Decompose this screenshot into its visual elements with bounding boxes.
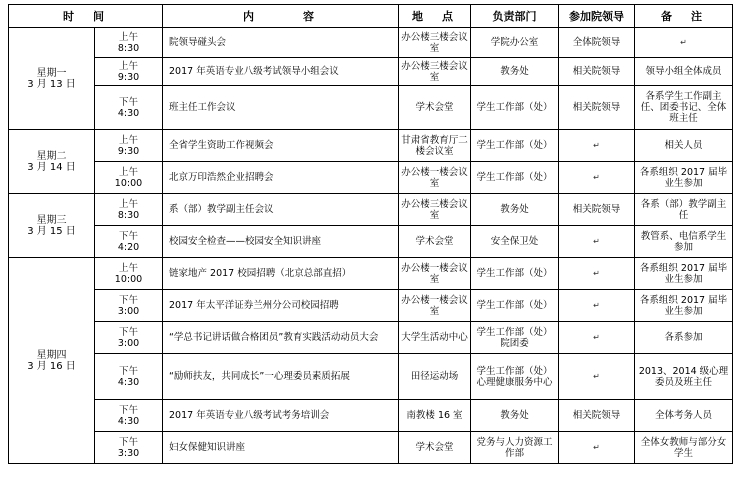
time-period: 下午 [118, 365, 138, 377]
header-time: 时 间 [9, 5, 163, 28]
time-period: 上午 [118, 60, 138, 72]
time-cell [95, 130, 163, 162]
note-cell: 教管系、电信系学生参加 [635, 226, 733, 258]
time-cell [95, 86, 163, 130]
location-cell: 学术会堂 [399, 432, 471, 464]
note-cell: 全体考务人员 [635, 400, 733, 432]
day-name: 星期四 [36, 349, 67, 361]
time-cell [95, 354, 163, 400]
header-location: 地 点 [399, 5, 471, 28]
time-value: 10:00 [114, 273, 143, 285]
dept-cell: 学生工作部（处） [471, 290, 559, 322]
table-row [9, 290, 733, 322]
dept-cell: 学生工作部（处）心理健康服务中心 [471, 354, 559, 400]
day-date: 3 月 16 日 [27, 360, 76, 372]
leader-cell: ↵ [559, 354, 635, 400]
location-cell: 办公楼三楼会议室 [399, 28, 471, 58]
time-period: 下午 [118, 230, 138, 242]
time-value: 4:30 [117, 376, 140, 388]
content-cell: 妇女保健知识讲座 [163, 432, 399, 464]
dept-cell: 学生工作部（处） [471, 258, 559, 290]
day-name: 星期二 [36, 150, 67, 162]
location-cell: 办公楼三楼会议室 [399, 58, 471, 86]
time-value: 3:00 [117, 305, 140, 317]
leader-cell: 相关院领导 [559, 194, 635, 226]
content-cell: 2017 年太平洋证券兰州分公司校园招聘 [163, 290, 399, 322]
leader-cell: ↵ [559, 162, 635, 194]
time-value: 8:30 [117, 42, 140, 54]
time-cell [95, 58, 163, 86]
content-cell: 2017 年英语专业八级考试考务培训会 [163, 400, 399, 432]
dept-cell: 学生工作部（处）院团委 [471, 322, 559, 354]
note-cell: 领导小组全体成员 [635, 58, 733, 86]
content-cell: 院领导碰头会 [163, 28, 399, 58]
dept-cell: 教务处 [471, 58, 559, 86]
note-cell: 各系学生工作副主任、团委书记、全体班主任 [635, 86, 733, 130]
time-value: 4:30 [117, 415, 140, 427]
day-date: 3 月 14 日 [27, 161, 76, 173]
leader-cell: 相关院领导 [559, 58, 635, 86]
location-cell: 办公楼一楼会议室 [399, 290, 471, 322]
leader-cell: ↵ [559, 226, 635, 258]
location-cell: 办公楼一楼会议室 [399, 162, 471, 194]
time-cell [95, 432, 163, 464]
dept-cell: 学院办公室 [471, 28, 559, 58]
day-date: 3 月 15 日 [27, 225, 76, 237]
content-cell: “学总书记讲话做合格团员”教育实践活动动员大会 [163, 322, 399, 354]
content-cell: 系（部）教学副主任会议 [163, 194, 399, 226]
note-cell: 各系组织 2017 届毕业生参加 [635, 258, 733, 290]
time-value: 4:30 [117, 107, 140, 119]
dept-cell: 学生工作部（处） [471, 86, 559, 130]
time-cell [95, 322, 163, 354]
table-row [9, 28, 733, 58]
time-period: 上午 [118, 166, 138, 178]
time-cell [95, 400, 163, 432]
leader-cell: 相关院领导 [559, 400, 635, 432]
dept-cell: 教务处 [471, 400, 559, 432]
content-cell: 2017 年英语专业八级考试领导小组会议 [163, 58, 399, 86]
time-cell [95, 226, 163, 258]
table-row [9, 86, 733, 130]
header-content: 内 容 [163, 5, 399, 28]
day-cell [9, 194, 95, 258]
note-cell: 全体女教师与部分女学生 [635, 432, 733, 464]
time-value: 8:30 [117, 209, 140, 221]
day-name: 星期一 [36, 67, 67, 79]
table-row [9, 322, 733, 354]
schedule-table [8, 4, 733, 464]
time-period: 下午 [118, 326, 138, 338]
table-row [9, 258, 733, 290]
content-cell: 北京万印浩然企业招聘会 [163, 162, 399, 194]
location-cell: 学术会堂 [399, 86, 471, 130]
leader-cell: ↵ [559, 130, 635, 162]
table-row [9, 162, 733, 194]
location-cell: 南教楼 16 室 [399, 400, 471, 432]
table-row [9, 58, 733, 86]
time-period: 下午 [118, 294, 138, 306]
day-cell [9, 28, 95, 130]
content-cell: 链家地产 2017 校园招聘（北京总部直招） [163, 258, 399, 290]
dept-cell: 学生工作部（处） [471, 130, 559, 162]
header-dept: 负责部门 [471, 5, 559, 28]
content-cell: 班主任工作会议 [163, 86, 399, 130]
note-cell: 各系组织 2017 届毕业生参加 [635, 290, 733, 322]
time-value: 3:00 [117, 337, 140, 349]
time-period: 下午 [118, 404, 138, 416]
leader-cell: 全体院领导 [559, 28, 635, 58]
time-value: 9:30 [117, 71, 140, 83]
table-row [9, 226, 733, 258]
schedule-wrapper [8, 4, 733, 464]
leader-cell: ↵ [559, 322, 635, 354]
leader-cell: ↵ [559, 432, 635, 464]
dept-cell: 安全保卫处 [471, 226, 559, 258]
time-value: 10:00 [114, 177, 143, 189]
day-date: 3 月 13 日 [27, 78, 76, 90]
location-cell: 田径运动场 [399, 354, 471, 400]
note-cell: 相关人员 [635, 130, 733, 162]
time-cell [95, 28, 163, 58]
header-row [9, 5, 733, 28]
day-name: 星期三 [36, 214, 67, 226]
note-cell: 各系参加 [635, 322, 733, 354]
time-value: 9:30 [117, 145, 140, 157]
location-cell: 办公楼一楼会议室 [399, 258, 471, 290]
note-cell: ↵ [635, 28, 733, 58]
leader-cell: 相关院领导 [559, 86, 635, 130]
location-cell: 办公楼三楼会议室 [399, 194, 471, 226]
time-cell [95, 258, 163, 290]
dept-cell: 学生工作部（处） [471, 162, 559, 194]
schedule-body [9, 28, 733, 464]
leader-cell: ↵ [559, 290, 635, 322]
table-row [9, 400, 733, 432]
table-row [9, 130, 733, 162]
time-value: 4:20 [117, 241, 140, 253]
time-period: 上午 [118, 198, 138, 210]
time-period: 上午 [118, 262, 138, 274]
dept-cell: 教务处 [471, 194, 559, 226]
content-cell: 全省学生资助工作视频会 [163, 130, 399, 162]
dept-cell: 党务与人力资源工作部 [471, 432, 559, 464]
time-cell [95, 162, 163, 194]
location-cell: 大学生活动中心 [399, 322, 471, 354]
note-cell: 2013、2014 级心理委员及班主任 [635, 354, 733, 400]
time-period: 下午 [118, 436, 138, 448]
location-cell: 学术会堂 [399, 226, 471, 258]
day-cell [9, 130, 95, 194]
time-period: 上午 [118, 134, 138, 146]
time-period: 下午 [118, 96, 138, 108]
table-row [9, 432, 733, 464]
day-cell [9, 258, 95, 464]
note-cell: 各系（部）教学副主任 [635, 194, 733, 226]
note-cell: 各系组织 2017 届毕业生参加 [635, 162, 733, 194]
time-cell [95, 290, 163, 322]
table-row [9, 194, 733, 226]
time-value: 3:30 [117, 447, 140, 459]
leader-cell: ↵ [559, 258, 635, 290]
table-row [9, 354, 733, 400]
location-cell: 甘肃省教育厅二楼会议室 [399, 130, 471, 162]
time-period: 上午 [118, 31, 138, 43]
content-cell: “励师扶友，共同成长”一心理委员素质拓展 [163, 354, 399, 400]
header-note: 备 注 [635, 5, 733, 28]
header-leader: 参加院领导 [559, 5, 635, 28]
time-cell [95, 194, 163, 226]
content-cell: 校园安全检查——校园安全知识讲座 [163, 226, 399, 258]
